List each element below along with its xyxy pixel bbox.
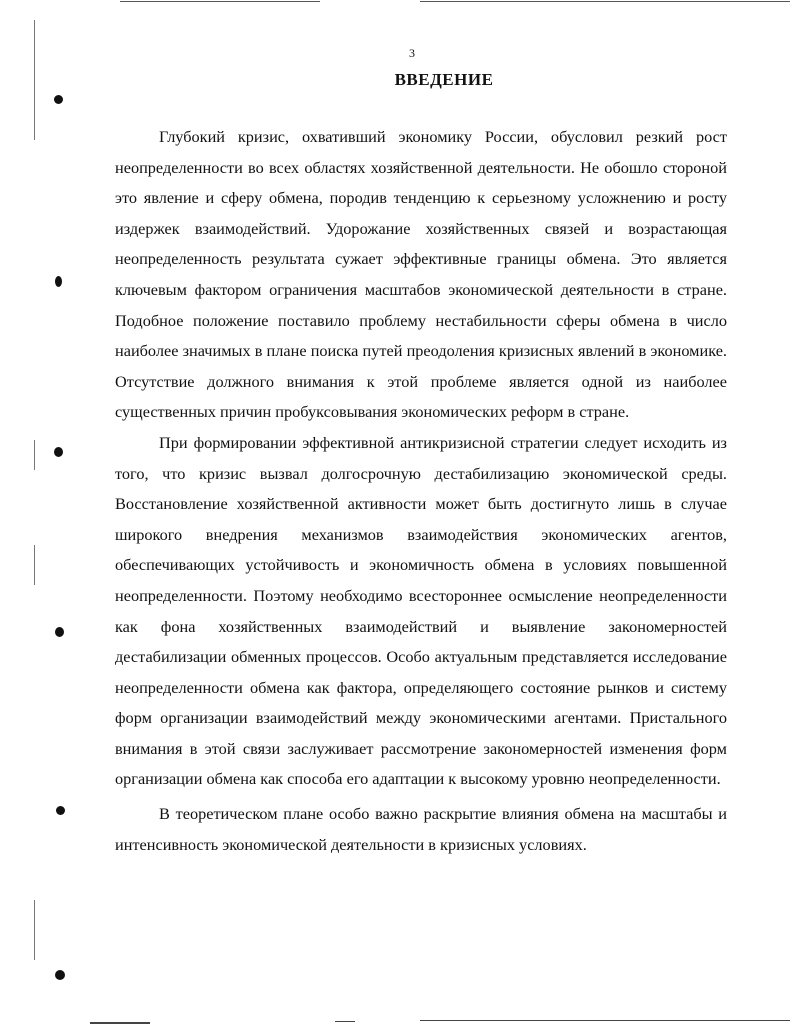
body-text [115,122,727,860]
punch-hole-mark [56,806,65,815]
page-number: 3 [409,46,415,60]
paragraph: В теоретическом плане особо важно раскрытие влияния обмена на масштабы и интенсивность экономической деятельности в кризисных условиях. [115,804,727,854]
punch-hole-mark [55,276,62,287]
punch-hole-mark [54,95,63,104]
scan-edge-line [34,545,35,585]
scan-bottom-line [335,1021,355,1022]
paragraph: При формировании эффективной антикризисной стратегии следует исходить из того, что кризис вызвал долгосрочную дестабилизацию экономической среды. Восстановление хозяйственной активности может быть достигнуто лишь в случае широкого внедрения механизмов взаимодействия экономических агентов, обеспечивающих устойчивость и экономичность обмена в условиях повышенной неопределенности. Поэтому необходимо всестороннее осмысление неопределенности как фона хозяйственных взаимодействий и выявление закономерностей дестабилизации обменных процессов. Особо актуальным представляется исследование неопределенности обмена как фактора, определяющего состояние рынков и систему форм организации взаимодействий между экономическими агентами. Пристального внимания в этой связи заслуживает рассмотрение закономерностей изменения форм организации обмена как способа его адаптации к высокому уровню неопределенности. [115,432,727,789]
scan-top-line [120,1,320,2]
paragraph: Глубокий кризис, охвативший экономику России, обусловил резкий рост неопределенности во всех областях хозяйственной деятельности. Не обошло стороной это явление и сферу обмена, породив тенденцию к серьезному усложнению и росту издержек взаимодействий. Удорожание хозяйственных связей и возрастающая неопределенность результата сужает эффективные границы обмена. Это является ключевым фактором ограничения масштабов экономической деятельности в стране. Подобное положение поставило проблему нестабильности сферы обмена в число наиболее значимых в плане поиска путей преодоления кризисных явлений в экономике. Отсутствие должного внимания к этой проблеме является одной из наиболее существенных причин пробуксовывания экономических реформ в стране. [115,127,727,422]
page-title: ВВЕДЕНИЕ [394,70,494,89]
scan-bottom-line [420,1020,790,1021]
punch-hole-mark [55,627,64,637]
punch-hole-mark [55,970,65,980]
scan-edge-line [34,900,35,960]
punch-hole-mark [54,447,63,457]
scan-top-line [420,1,790,2]
scan-edge-line [34,440,35,470]
scan-bottom-line [90,1022,150,1024]
